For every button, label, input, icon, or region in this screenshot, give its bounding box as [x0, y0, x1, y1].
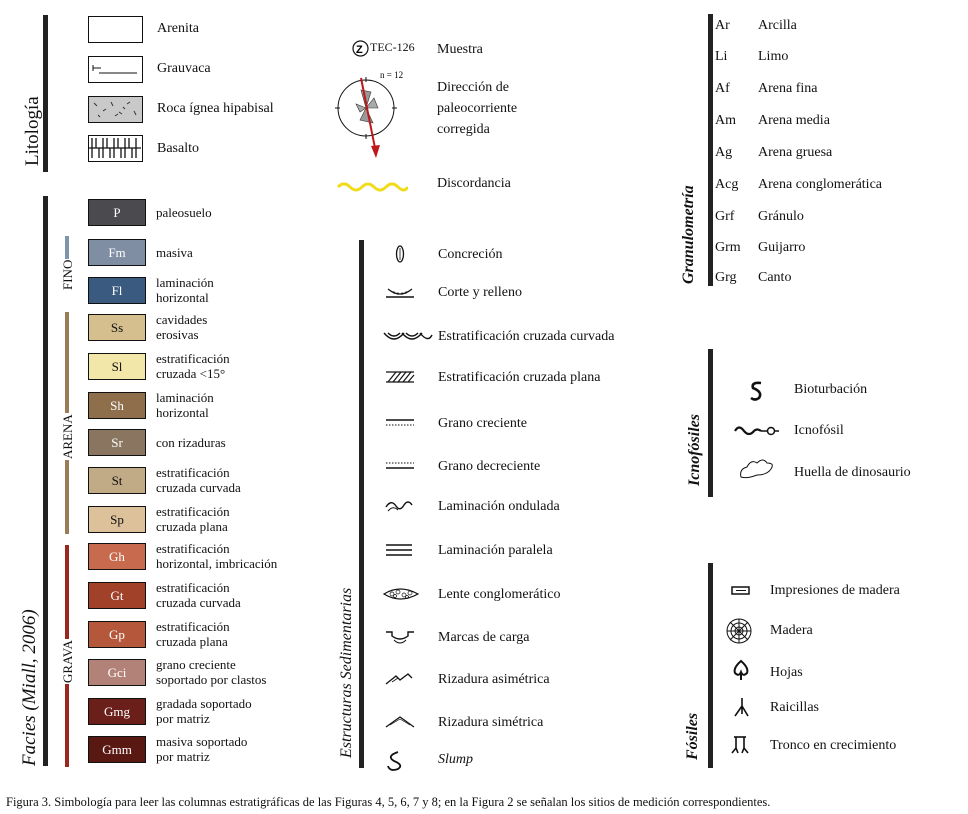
- estructura-label-1: Concreción: [438, 247, 503, 262]
- fosiles-title: Fósiles: [684, 712, 701, 760]
- facies-desc2-ss: erosivas: [156, 327, 199, 342]
- gran-code-ar: Ar: [715, 18, 730, 33]
- estructura-label-7: Laminación ondulada: [438, 499, 560, 514]
- facies-swatch-gt: Gt: [88, 582, 146, 609]
- facies-desc-gmg: gradada soportado: [156, 696, 252, 711]
- gran-code-ag: Ag: [715, 145, 733, 160]
- roca-ignea-swatch: [88, 96, 143, 123]
- concretion-icon: [382, 245, 434, 272]
- fining-up-icon: [382, 457, 434, 484]
- wood-impression-icon: [730, 584, 752, 603]
- icnofosiles-title: Icnofósiles: [686, 414, 703, 486]
- estructura-label-8: Laminación paralela: [438, 543, 553, 558]
- parallel-lamination-icon: [382, 541, 434, 568]
- cut-and-fill-icon: [382, 283, 434, 310]
- gran-name-grf: Gránulo: [758, 209, 804, 224]
- facies-swatch-sr: Sr: [88, 429, 146, 456]
- facies-swatch-gp: Gp: [88, 621, 146, 648]
- arenita-label: Arenita: [157, 21, 199, 36]
- impresiones-label: Impresiones de madera: [770, 583, 900, 598]
- facies-swatch-fl: Fl: [88, 277, 146, 304]
- facies-swatch-p: P: [88, 199, 146, 226]
- gran-name-ag: Arena gruesa: [758, 145, 833, 160]
- facies-swatch-ss: Ss: [88, 314, 146, 341]
- wood-icon: [724, 617, 754, 650]
- rootlets-icon: [732, 696, 752, 725]
- huella-label: Huella de dinosaurio: [794, 465, 911, 480]
- gran-name-acg: Arena conglomerática: [758, 177, 882, 192]
- facies-desc2-sp: cruzada plana: [156, 519, 228, 534]
- grauvaca-swatch: [88, 56, 143, 83]
- estructuras-bar: [359, 240, 364, 768]
- facies-swatch-st: St: [88, 467, 146, 494]
- facies-swatch-gh: Gh: [88, 543, 146, 570]
- symmetric-ripple-icon: [382, 713, 434, 740]
- facies-desc-sh: laminación: [156, 390, 214, 405]
- roca-ignea-label: Roca ígnea hipabisal: [157, 101, 274, 116]
- facies-desc2-gt: cruzada curvada: [156, 595, 241, 610]
- figure-caption: Figura 3. Simbología para leer las columnas estratigráficas de las Figuras 4, 5, 6, 7 y 8; en la Figura 2 se señalan los sitios de medición correspondientes.: [6, 795, 771, 809]
- estructura-label-9: Lente conglomerático: [438, 587, 561, 602]
- rose-diagram-icon: [330, 68, 410, 168]
- gran-code-am: Am: [715, 113, 736, 128]
- facies-desc-sp: estratificación: [156, 504, 230, 519]
- sample-icon: [352, 40, 370, 63]
- granulometria-title: Granulometría: [680, 185, 697, 284]
- gran-name-grg: Canto: [758, 270, 792, 285]
- rose-label-2: paleocorriente: [437, 101, 518, 116]
- estructura-label-13: Slump: [438, 752, 473, 767]
- facies-swatch-gmg: Gmg: [88, 698, 146, 725]
- load-casts-icon: [382, 628, 434, 655]
- gran-code-af: Af: [715, 81, 730, 96]
- estructura-label-6: Grano decreciente: [438, 459, 541, 474]
- facies-desc2-fl: horizontal: [156, 290, 209, 305]
- gran-name-am: Arena media: [758, 113, 830, 128]
- leaf-icon: [731, 658, 751, 687]
- icnofosiles-bar: [708, 349, 713, 497]
- basalto-swatch: [88, 135, 143, 162]
- facies-swatch-sh: Sh: [88, 392, 146, 419]
- facies-desc-sl: estratificación: [156, 351, 230, 366]
- tronco-label: Tronco en crecimiento: [770, 738, 897, 753]
- raicillas-label: Raicillas: [770, 700, 819, 715]
- bioturbation-icon: [747, 380, 767, 407]
- grava-label: GRAVA: [60, 640, 75, 683]
- estructura-label-2: Corte y relleno: [438, 285, 522, 300]
- discordancia-label: Discordancia: [437, 176, 511, 191]
- gran-code-grg: Grg: [715, 270, 737, 285]
- gran-code-grf: Grf: [715, 209, 735, 224]
- facies-desc-gmm: masiva soportado: [156, 734, 248, 749]
- estructuras-title: Estructuras Sedimentarias: [338, 587, 355, 758]
- gran-code-acg: Acg: [715, 177, 739, 192]
- facies-desc-sr: con rizaduras: [156, 435, 226, 450]
- facies-desc-gp: estratificación: [156, 619, 230, 634]
- facies-swatch-gci: Gci: [88, 659, 146, 686]
- madera-label: Madera: [770, 623, 813, 638]
- gran-name-li: Limo: [758, 49, 789, 64]
- facies-desc-fm: masiva: [156, 245, 193, 260]
- granulometria-bar: [708, 14, 713, 286]
- facies-bar: [43, 196, 48, 766]
- facies-title: Facies (Miall, 2006): [19, 609, 40, 766]
- svg-text:Z: Z: [356, 44, 363, 56]
- wavy-lamination-icon: [382, 497, 434, 524]
- estructura-label-5: Grano creciente: [438, 416, 527, 431]
- estructura-label-3: Estratificación cruzada curvada: [438, 329, 615, 344]
- trough-cross-bedding-icon: [382, 327, 434, 354]
- grauvaca-label: Grauvaca: [157, 61, 211, 76]
- planar-cross-bedding-icon: [382, 368, 434, 395]
- gran-code-grm: Grm: [715, 240, 741, 255]
- arena-label: ARENA: [60, 414, 75, 459]
- facies-desc2-sl: cruzada <15°: [156, 366, 226, 381]
- facies-desc-gt: estratificación: [156, 580, 230, 595]
- facies-desc2-gmg: por matriz: [156, 711, 210, 726]
- estructura-label-4: Estratificación cruzada plana: [438, 370, 601, 385]
- estructura-label-12: Rizadura simétrica: [438, 715, 544, 730]
- bioturbacion-label: Bioturbación: [794, 382, 868, 397]
- facies-desc2-gci: soportado por clastos: [156, 672, 267, 687]
- facies-desc2-gp: cruzada plana: [156, 634, 228, 649]
- coarsening-up-icon: [382, 414, 434, 441]
- gran-name-ar: Arcilla: [758, 18, 797, 33]
- estructura-label-10: Marcas de carga: [438, 630, 530, 645]
- facies-desc2-gh: horizontal, imbricación: [156, 556, 278, 571]
- facies-swatch-sl: Sl: [88, 353, 146, 380]
- facies-desc2-st: cruzada curvada: [156, 480, 241, 495]
- fosiles-bar: [708, 563, 713, 768]
- gran-name-af: Arena fina: [758, 81, 818, 96]
- rose-label-1: Dirección de: [437, 80, 509, 95]
- conglomeratic-lens-icon: [382, 585, 434, 612]
- estructura-label-11: Rizadura asimétrica: [438, 672, 550, 687]
- asymmetric-ripple-icon: [382, 670, 434, 697]
- facies-swatch-fm: Fm: [88, 239, 146, 266]
- sample-code: TEC-126: [370, 40, 415, 54]
- basalto-label: Basalto: [157, 141, 199, 156]
- discordancia-icon: [336, 180, 408, 199]
- facies-swatch-sp: Sp: [88, 506, 146, 533]
- fino-label: FINO: [60, 259, 75, 290]
- muestra-label: Muestra: [437, 42, 483, 57]
- facies-desc-gci: grano creciente: [156, 657, 236, 672]
- slump-icon: [382, 750, 434, 777]
- litologia-title: Litología: [22, 96, 43, 166]
- gran-code-li: Li: [715, 49, 728, 64]
- svg-text:n = 12: n = 12: [380, 70, 404, 80]
- gran-name-grm: Guijarro: [758, 240, 806, 255]
- dinosaur-footprint-icon: [737, 455, 777, 486]
- hojas-label: Hojas: [770, 665, 803, 680]
- arenita-swatch: [88, 16, 143, 43]
- facies-desc-fl: laminación: [156, 275, 214, 290]
- facies-desc-gh: estratificación: [156, 541, 230, 556]
- facies-desc-p: paleosuelo: [156, 205, 212, 220]
- icnofosil-label: Icnofósil: [794, 423, 844, 438]
- rose-label-3: corregida: [437, 122, 490, 137]
- facies-desc2-gmm: por matriz: [156, 749, 210, 764]
- facies-desc-st: estratificación: [156, 465, 230, 480]
- ichnofossil-icon: [733, 422, 781, 445]
- tree-trunk-icon: [730, 734, 752, 761]
- facies-swatch-gmm: Gmm: [88, 736, 146, 763]
- facies-desc-ss: cavidades: [156, 312, 208, 327]
- facies-desc2-sh: horizontal: [156, 405, 209, 420]
